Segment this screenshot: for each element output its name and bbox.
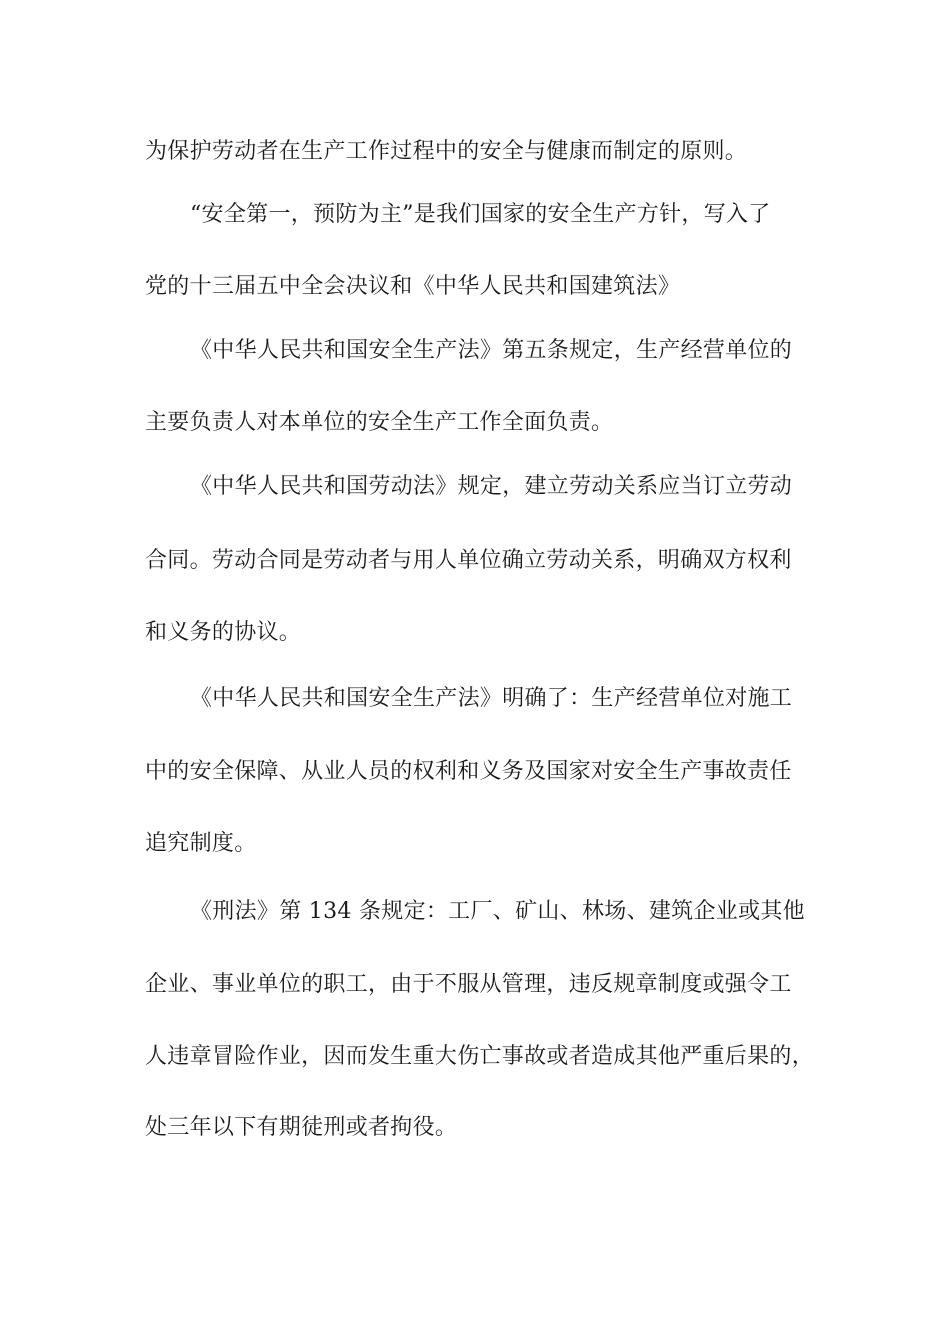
text-line: 人违章冒险作业，因而发生重大伤亡事故或者造成其他严重后果的， bbox=[145, 1044, 815, 1069]
text-line: 和义务的协议。 bbox=[145, 620, 302, 645]
paragraph-start-line: 《中华人民共和国安全生产法》明确了：生产经营单位对施工 bbox=[190, 686, 793, 711]
text-line: 主要负责人对本单位的安全生产工作全面负责。 bbox=[145, 410, 614, 435]
paragraph-start-line: 《刑法》第 134 条规定：工厂、矿山、林场、建筑企业或其他 bbox=[190, 899, 805, 924]
text-line: 为保护劳动者在生产工作过程中的安全与健康而制定的原则。 bbox=[145, 139, 748, 164]
text-line: 追究制度。 bbox=[145, 831, 257, 856]
text-line: 合同。劳动合同是劳动者与用人单位确立劳动关系，明确双方权利 bbox=[145, 548, 792, 573]
paragraph-start-line: 《中华人民共和国劳动法》规定，建立劳动关系应当订立劳动 bbox=[190, 474, 793, 499]
paragraph-start-line: 《中华人民共和国安全生产法》第五条规定，生产经营单位的 bbox=[190, 338, 793, 363]
paragraph-start-line: “安全第一，预防为主”是我们国家的安全生产方针，写入了 bbox=[190, 202, 771, 227]
text-line: 处三年以下有期徒刑或者拘役。 bbox=[145, 1115, 458, 1140]
text-line: 企业、事业单位的职工，由于不服从管理，违反规章制度或强令工 bbox=[145, 972, 792, 997]
text-line: 中的安全保障、从业人员的权利和义务及国家对安全生产事故责任 bbox=[145, 759, 792, 784]
text-line: 党的十三届五中全会决议和《中华人民共和国建筑法》 bbox=[145, 274, 681, 299]
